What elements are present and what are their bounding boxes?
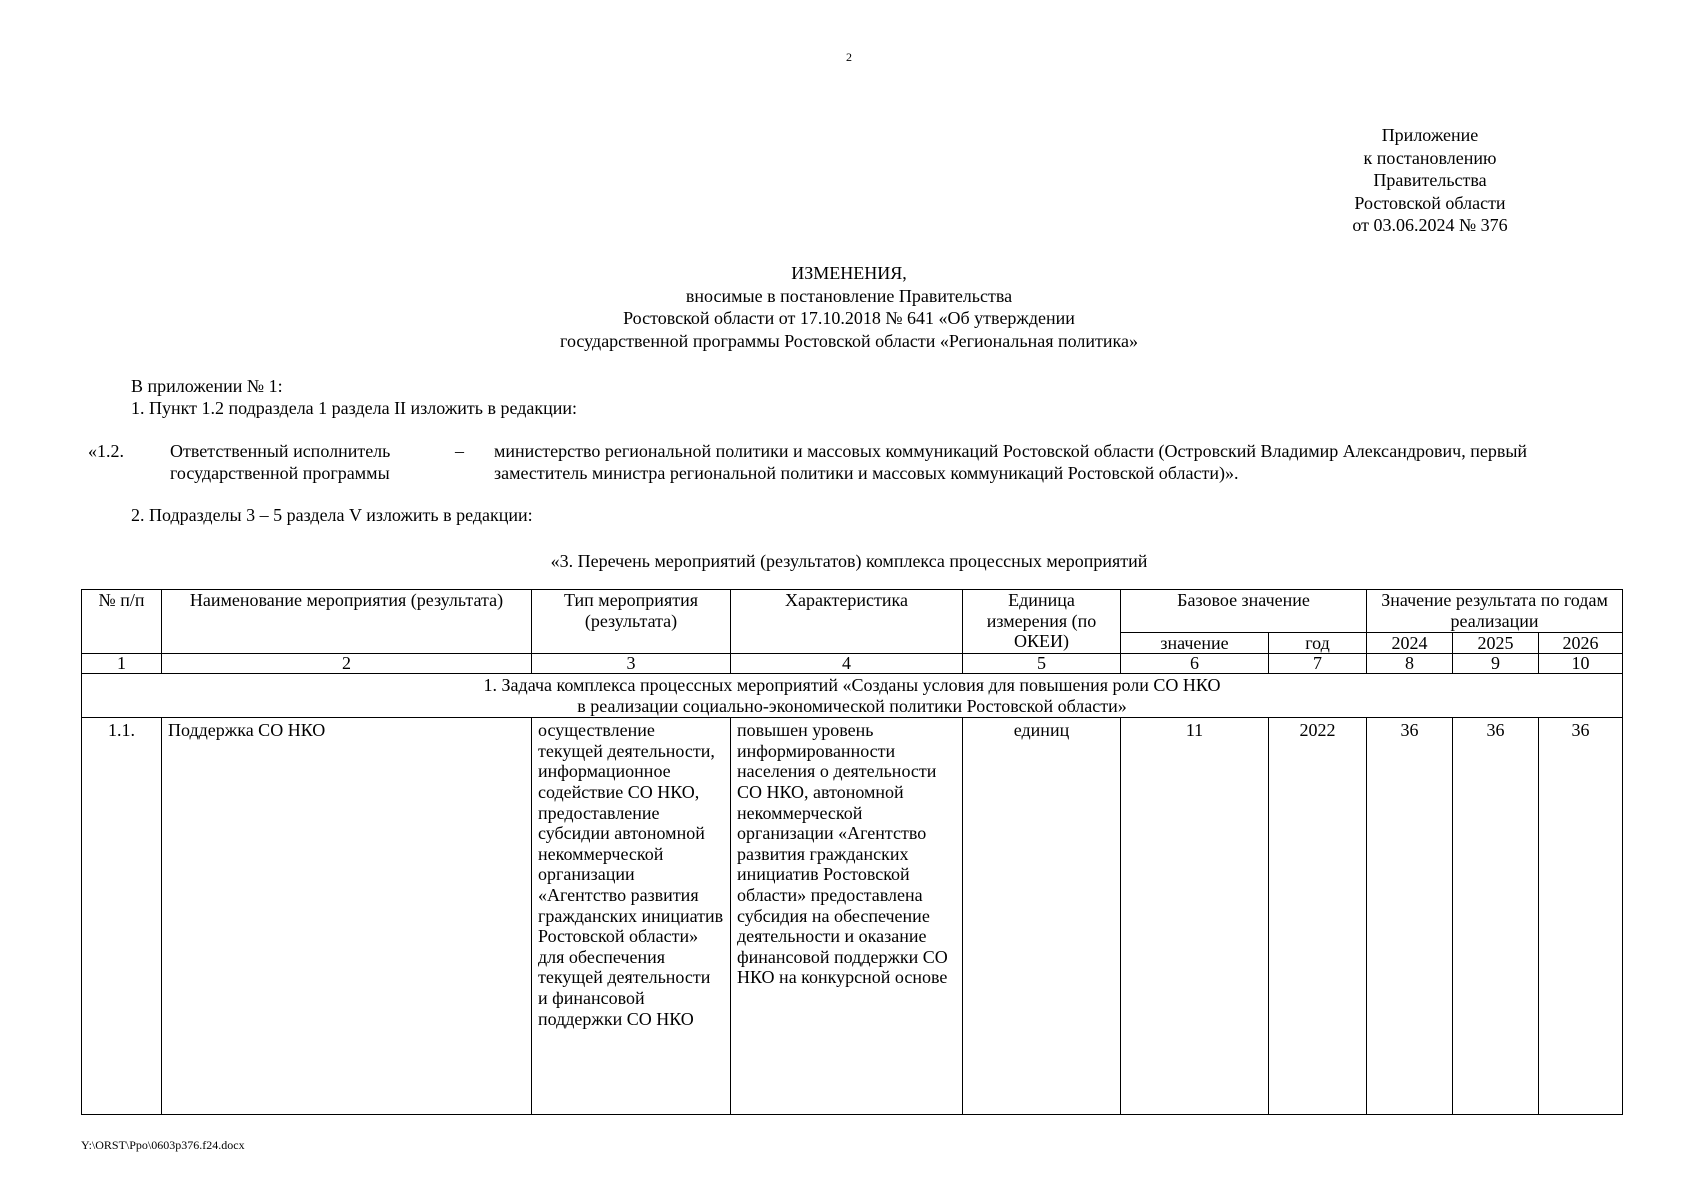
responsible-label: Ответственный исполнитель государственной программы [170,441,391,483]
row-name: Поддержка СО НКО [162,718,532,1115]
column-number: 8 [1367,654,1453,674]
column-number: 7 [1269,654,1367,674]
column-number: 9 [1453,654,1539,674]
title-line: вносимые в постановление Правительства [685,285,1013,306]
title-line: ИЗМЕНЕНИЯ, [791,263,907,283]
appendix-line: к постановлению [1363,147,1497,168]
row-value-2024: 36 [1367,718,1453,1115]
column-number: 5 [963,654,1121,674]
task-row [82,674,1623,718]
header-characteristic: Характеристика [731,590,963,654]
row-base-year: 2022 [1269,718,1367,1115]
measures-table [81,589,1623,1115]
column-number: 4 [731,654,963,674]
header-year-2024: 2024 [1367,633,1453,654]
header-year-2026: 2026 [1539,633,1623,654]
column-number: 2 [162,654,532,674]
header-base: Базовое значение [1121,590,1367,633]
row-value-2026: 36 [1539,718,1623,1115]
table-row [82,718,1623,1115]
header-type: Тип мероприятия (результата) [532,590,731,654]
subsection-title: «3. Перечень мероприятий (результатов) комплекса процессных мероприятий [550,551,1148,571]
appendix-line: Приложение [1381,125,1479,145]
table-header-row [82,590,1623,633]
appendix-line: от 03.06.2024 № 376 [1352,215,1508,235]
appendix-block [1320,124,1540,237]
item-1-paragraph: 1. Пункт 1.2 подраздела 1 раздела II изложить в редакции: [131,398,578,418]
document-title [0,262,1698,352]
header-unit: Единица измерения (по ОКЕИ) [963,590,1121,654]
column-number: 3 [532,654,731,674]
responsible-number: «1.2. [88,441,124,461]
column-number: 10 [1539,654,1623,674]
title-line: Ростовской области от 17.10.2018 № 641 «Об утверждении [623,308,1075,328]
header-result: Значение результата по годам реализации [1367,590,1623,633]
header-year-2025: 2025 [1453,633,1539,654]
file-path-footer: Y:\ORST\Ppo\0603p376.f24.docx [81,1138,245,1152]
column-number: 1 [82,654,162,674]
task-text: 1. Задача комплекса процессных мероприятий «Созданы условия для повышения роли СО НКО в реализации социально-экономической политики Ростовской области» [82,674,1623,718]
intro-paragraph: В приложении № 1: [131,376,283,396]
responsible-value: министерство региональной политики и массовых коммуникаций Ростовской области (Островский Владимир Александрович, первый заместитель министра региональной политики и массовых коммуникаций Ростовской области)». [494,441,1528,483]
page-number: 2 [846,50,852,64]
title-line: государственной программы Ростовской области «Региональная политика» [560,330,1138,351]
row-value-2025: 36 [1453,718,1539,1115]
column-number: 6 [1121,654,1269,674]
column-number-row [82,654,1623,674]
header-num: № п/п [82,590,162,654]
row-base-value: 11 [1121,718,1269,1115]
item-2-paragraph: 2. Подразделы 3 – 5 раздела V изложить в редакции: [131,505,533,525]
header-name: Наименование мероприятия (результата) [162,590,532,654]
responsible-dash: – [455,441,464,461]
row-characteristic: повышен уровень информированности населения о деятельности СО НКО, автономной некоммерческой организации «Агентство развития гражданских инициатив Ростовской области» предоставлена субсидия на обеспечение деятельности и оказание финансовой поддержки СО НКО на конкурсной основе [731,718,963,1115]
row-type: осуществление текущей деятельности, информационное содействие СО НКО, предоставление субсидии автономной некоммерческой организации «Агентство развития гражданских инициатив Ростовской области» для обеспечения текущей деятельности и финансовой поддержки СО НКО [532,718,731,1115]
row-unit: единиц [963,718,1121,1115]
appendix-line: Правительства [1373,170,1487,190]
header-base-value: значение [1121,633,1269,654]
appendix-line: Ростовской области [1354,192,1506,213]
header-base-year: год [1269,633,1367,654]
row-num: 1.1. [82,718,162,1115]
